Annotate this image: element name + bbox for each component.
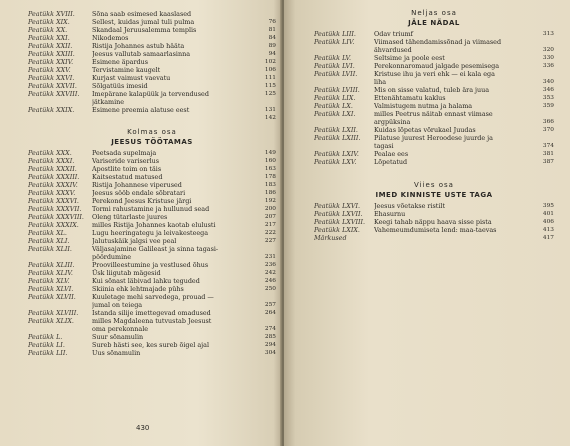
toc-entry	[28, 114, 276, 122]
chapter-title: Pilatuse juurest Heroodese juurde ja	[374, 134, 493, 142]
chapter-page: 346	[542, 87, 554, 93]
toc-entry	[314, 62, 554, 70]
chapter-label: Märkused	[314, 234, 347, 242]
toc-entry	[28, 26, 276, 34]
toc-entry	[28, 333, 276, 341]
toc-entry	[314, 54, 554, 62]
chapter-label: Peatükk LXV.	[314, 158, 357, 166]
toc-entry	[314, 110, 554, 118]
chapter-page: 320	[542, 47, 554, 53]
left-page	[0, 0, 282, 446]
toc-entry	[28, 309, 276, 317]
chapter-title: Variseride variserlus	[92, 157, 160, 165]
chapter-label: Peatükk XXXVII.	[28, 205, 82, 213]
toc-entry	[28, 197, 276, 205]
chapter-label: Peatükk LXII.	[314, 126, 358, 134]
toc-entry	[314, 38, 554, 46]
toc-entry	[28, 165, 276, 173]
chapter-page: 401	[542, 211, 554, 217]
toc-entry	[314, 142, 554, 150]
chapter-label: Peatükk LXVII.	[314, 210, 363, 218]
chapter-label: Peatükk LXVIII.	[314, 218, 366, 226]
toc-entry	[28, 189, 276, 197]
toc-entry	[314, 126, 554, 134]
chapter-page: 111	[264, 75, 276, 81]
chapter-title: Viimased tähendamissõnad ja viimased	[374, 38, 502, 46]
chapter-title: pöördumine	[92, 253, 132, 261]
chapter-page: 76	[268, 19, 276, 25]
toc-entry	[28, 42, 276, 50]
chapter-label: Peatükk XX.	[28, 26, 68, 34]
chapter-page: 236	[264, 262, 276, 268]
section-heading: Kolmas osa	[127, 128, 177, 136]
chapter-page: 186	[264, 190, 276, 196]
chapter-page: 102	[264, 59, 276, 65]
toc-entry	[28, 82, 276, 90]
chapter-page: 231	[264, 254, 276, 260]
toc-entry	[314, 158, 554, 166]
section-title: JÄLE NÄDAL	[408, 19, 460, 27]
chapter-page: 359	[542, 103, 554, 109]
toc-entry	[28, 149, 276, 157]
chapter-page: 313	[542, 31, 554, 37]
toc-entry	[28, 221, 276, 229]
chapter-title: Oleng tütarlaste juures	[92, 213, 168, 221]
chapter-title: oma perekonnale	[92, 325, 149, 333]
spacer	[314, 166, 554, 180]
toc-entry	[314, 134, 554, 142]
toc-entry	[314, 78, 554, 86]
toc-entry	[314, 202, 554, 210]
toc-entry	[28, 213, 276, 221]
chapter-title: Uus sõnamulin	[92, 349, 141, 357]
chapter-title: Väljasajamine Galileast ja sinna tagasi-	[92, 245, 219, 253]
toc-entry	[28, 90, 276, 98]
chapter-label: Peatükk XXX.	[28, 149, 72, 157]
chapter-title: Perekonnaromaud jalgade pesemisega	[374, 62, 500, 70]
chapter-title: Tormi rahustamine ja hullunud sead	[92, 205, 210, 213]
chapter-page: 242	[264, 270, 276, 276]
chapter-page: 294	[264, 342, 276, 348]
chapter-title: Sellest, kuidas jumal tuli pulma	[92, 18, 195, 26]
chapter-page: 250	[264, 286, 276, 292]
chapter-title: jumal on teiega	[92, 301, 143, 309]
chapter-page: 406	[542, 219, 554, 225]
chapter-title: ähvardused	[374, 46, 412, 54]
chapter-title: Ristija Johannese viperused	[92, 181, 182, 189]
chapter-label: Peatükk XLV.	[28, 277, 70, 285]
chapter-title: Peetsada supelmaja	[92, 149, 157, 157]
chapter-label: Peatükk XLVIII.	[28, 309, 79, 317]
page-number: 430	[136, 424, 150, 432]
chapter-title: Nikodemos	[92, 34, 129, 42]
toc-entry	[314, 86, 554, 94]
chapter-label: Peatükk XLIX.	[28, 317, 74, 325]
chapter-page: 200	[264, 206, 276, 212]
chapter-page: 374	[542, 143, 554, 149]
chapter-title: Kuidas lõpetas võrukael Juudas	[374, 126, 476, 134]
chapter-page: 84	[268, 35, 276, 41]
chapter-title: milles Peetrus näitab ennast viimase	[374, 110, 493, 118]
chapter-title: jätkamine	[92, 98, 125, 106]
chapter-page: 149	[264, 150, 276, 156]
chapter-page: 387	[542, 159, 554, 165]
chapter-label: Peatükk XXIV.	[28, 58, 74, 66]
toc-entry	[28, 237, 276, 245]
chapter-title: Vahemeumdumiseta lend: maa-taevas	[374, 226, 497, 234]
toc-entry	[28, 106, 276, 114]
chapter-label: Peatükk XXIII.	[28, 50, 75, 58]
chapter-title: Kui sõnast läbivad lahku teguded	[92, 277, 200, 285]
chapter-label: Peatükk XLII.	[28, 245, 72, 253]
chapter-label: Peatükk LXIX.	[314, 226, 360, 234]
toc-entry	[314, 102, 554, 110]
chapter-title: Sõna saab esimesed kaaslased	[92, 10, 192, 18]
chapter-title: Üsk liigutab mägesid	[92, 269, 161, 277]
chapter-page: 340	[542, 79, 554, 85]
chapter-page: 81	[268, 27, 276, 33]
section-title: IMED KINNISTE USTE TAGA	[375, 191, 493, 199]
chapter-title: Apostlite toim on täis	[92, 165, 162, 173]
toc-entry	[28, 245, 276, 253]
toc-entry	[314, 46, 554, 54]
chapter-page: 366	[542, 119, 554, 125]
spacer	[28, 0, 276, 10]
toc-entry	[28, 229, 276, 237]
spacer	[314, 0, 554, 8]
chapter-title: Skandaal Jeruusalemma templis	[92, 26, 197, 34]
chapter-label: Peatükk L.	[28, 333, 63, 341]
chapter-title: Istanda silije imettegevad omadused	[92, 309, 211, 317]
toc-entry	[28, 34, 276, 42]
toc-entry	[28, 285, 276, 293]
chapter-title: Odav triumf	[374, 30, 413, 38]
left-toc-column	[28, 0, 276, 357]
chapter-page: 257	[264, 302, 276, 308]
chapter-title: Esimene preemia alatuse eest	[92, 106, 190, 114]
chapter-page: 353	[542, 95, 554, 101]
chapter-page: 264	[264, 310, 276, 316]
toc-entry	[314, 118, 554, 126]
chapter-title: milles Ristija Johannes kaotab elulusti	[92, 221, 216, 229]
chapter-label: Peatükk XXV.	[28, 66, 71, 74]
chapter-label: Peatükk LXVI.	[314, 202, 361, 210]
chapter-page: 183	[264, 182, 276, 188]
chapter-title: Jeesus võetakse ristilt	[374, 202, 446, 210]
chapter-title: Proovilleestumine ja vestlused õhus	[92, 261, 209, 269]
chapter-page: 381	[542, 151, 554, 157]
toc-entry	[314, 30, 554, 38]
chapter-label: Peatükk XLIII.	[28, 261, 75, 269]
chapter-label: Peatükk LII.	[28, 349, 68, 357]
chapter-title: Jeesus sööb endale sõbratari	[92, 189, 186, 197]
chapter-label: Peatükk XXII.	[28, 42, 73, 50]
chapter-page: 131	[264, 107, 276, 113]
toc-entry	[28, 301, 276, 309]
chapter-label: Peatükk XXXV.	[28, 189, 76, 197]
chapter-label: Peatükk LVII.	[314, 70, 358, 78]
chapter-label: Peatükk XIX.	[28, 18, 70, 26]
toc-entry	[28, 173, 276, 181]
toc-entry	[28, 325, 276, 333]
chapter-label: Peatükk XLI.	[28, 237, 70, 245]
chapter-title: Perekond Jeesus Kristuse järgi	[92, 197, 192, 205]
chapter-label: Peatükk LVIII.	[314, 86, 360, 94]
toc-entry	[314, 94, 554, 102]
chapter-page: 370	[542, 127, 554, 133]
section-heading: Viies osa	[414, 181, 454, 189]
toc-entry	[28, 293, 276, 301]
chapter-label: Peatükk XVIII.	[28, 10, 75, 18]
chapter-page: 125	[264, 91, 276, 97]
chapter-label: Peatükk LXIV.	[314, 150, 359, 158]
chapter-label: Peatükk LV.	[314, 54, 352, 62]
right-page	[284, 0, 570, 446]
chapter-title: Valmistugem nutma ja halama	[374, 102, 473, 110]
chapter-label: Peatükk XXI.	[28, 34, 70, 42]
toc-entry	[28, 98, 276, 106]
chapter-page: 178	[264, 174, 276, 180]
chapter-page: 89	[268, 43, 276, 49]
chapter-title: Mis on sisse valatud, tuleb ära juua	[374, 86, 490, 94]
chapter-title: Jalutuskäik jalgsi vee peal	[92, 237, 177, 245]
toc-entry	[28, 50, 276, 58]
chapter-page: 330	[542, 55, 554, 61]
chapter-label: Peatükk XXVIII.	[28, 90, 80, 98]
chapter-page: 160	[264, 158, 276, 164]
right-toc-column	[314, 0, 554, 242]
chapter-title: Sõlgatüüs imesid	[92, 82, 148, 90]
chapter-page: 227	[264, 238, 276, 244]
chapter-title: liha	[374, 78, 387, 86]
toc-entry	[28, 181, 276, 189]
chapter-label: Peatükk LXIII.	[314, 134, 361, 142]
toc-entry	[314, 210, 554, 218]
chapter-page: 304	[264, 350, 276, 356]
chapter-title: Sureb hästi see, kes sureb õigel ajal	[92, 341, 210, 349]
toc-entry	[28, 66, 276, 74]
chapter-page: 246	[264, 278, 276, 284]
chapter-page: 115	[264, 83, 276, 89]
chapter-label: Peatükk LI.	[28, 341, 65, 349]
chapter-title: Lõpetatud	[374, 158, 408, 166]
chapter-title: Kurjast vaimust vaevatu	[92, 74, 171, 82]
toc-entry	[28, 157, 276, 165]
toc-entry	[28, 58, 276, 66]
chapter-label: Peatükk XXXII.	[28, 165, 77, 173]
toc-entry	[28, 253, 276, 261]
chapter-label: Peatükk LVI.	[314, 62, 355, 70]
chapter-page: 163	[264, 166, 276, 172]
chapter-label: Peatükk XL.	[28, 229, 67, 237]
chapter-title: Lugu heeringategu ja leivakesteega	[92, 229, 209, 237]
chapter-label: Peatükk LIV.	[314, 38, 355, 46]
chapter-title: Ristija Johannes astub hääta	[92, 42, 185, 50]
chapter-title: Pealae ees	[374, 150, 409, 158]
chapter-title: milles Magdaleena tutvustab Jeesust	[92, 317, 212, 325]
chapter-title: Ehasurnu	[374, 210, 406, 218]
chapter-page: 94	[268, 51, 276, 57]
chapter-label: Peatükk LIII.	[314, 30, 356, 38]
chapter-title: Seltsime ja poole eest	[374, 54, 445, 62]
chapter-title: Ettenähtamatu kaklus	[374, 94, 446, 102]
chapter-label: Peatükk LIX.	[314, 94, 356, 102]
toc-entry	[314, 150, 554, 158]
chapter-title: Suur sõnamulin	[92, 333, 144, 341]
toc-entry	[28, 205, 276, 213]
chapter-title: argpüksina	[374, 118, 411, 126]
toc-entry	[314, 226, 554, 234]
chapter-label: Peatükk XLVI.	[28, 285, 74, 293]
chapter-label: Peatükk XXIX.	[28, 106, 75, 114]
chapter-label: Peatükk XXXIX.	[28, 221, 79, 229]
toc-entry	[28, 261, 276, 269]
toc-entry	[314, 234, 554, 242]
toc-entry	[28, 341, 276, 349]
chapter-page: 413	[542, 227, 554, 233]
chapter-title: Tervistamine kaugelt	[92, 66, 161, 74]
chapter-page: 106	[264, 67, 276, 73]
chapter-title: Jeesus vallutab samaarlasinna	[92, 50, 191, 58]
chapter-label: Peatükk XXXI.	[28, 157, 75, 165]
chapter-page: 274	[264, 326, 276, 332]
chapter-label: Peatükk XXVI.	[28, 74, 75, 82]
section-heading: Neljas osa	[411, 9, 457, 17]
chapter-title: Esimene äpardus	[92, 58, 149, 66]
chapter-page: 192	[264, 198, 276, 204]
toc-entry	[28, 349, 276, 357]
chapter-label: Peatükk XLVII.	[28, 293, 76, 301]
chapter-page: 142	[264, 115, 276, 121]
chapter-label: Peatükk LX.	[314, 102, 353, 110]
toc-entry	[314, 70, 554, 78]
chapter-page: 217	[264, 222, 276, 228]
toc-entry	[28, 18, 276, 26]
toc-entry	[28, 317, 276, 325]
chapter-page: 285	[264, 334, 276, 340]
chapter-label: Peatükk XXXVI.	[28, 197, 79, 205]
chapter-title: tagasi	[374, 142, 394, 150]
toc-entry	[28, 74, 276, 82]
chapter-title: Imepärane kalapüük ja tervendused	[92, 90, 209, 98]
chapter-label: Peatükk XLIV.	[28, 269, 73, 277]
section-title: JEESUS TÖÖTAMAS	[111, 138, 193, 146]
chapter-label: Peatükk XXXVIII.	[28, 213, 84, 221]
chapter-label: Peatükk XXXIII.	[28, 173, 80, 181]
chapter-label: Peatükk LXI.	[314, 110, 356, 118]
chapter-title: Kaitsestatud matused	[92, 173, 163, 181]
chapter-page: 222	[264, 230, 276, 236]
chapter-page: 336	[542, 63, 554, 69]
chapter-page: 207	[264, 214, 276, 220]
chapter-title: Keegi tahab näppu haava sisse pista	[374, 218, 492, 226]
toc-entry	[28, 277, 276, 285]
chapter-page: 417	[542, 235, 554, 241]
chapter-label: Peatükk XXXIV.	[28, 181, 78, 189]
toc-entry	[28, 269, 276, 277]
chapter-title: Kristuse ihu ja veri ehk — ei kala ega	[374, 70, 495, 78]
chapter-label: Peatükk XXVII.	[28, 82, 77, 90]
chapter-title: Kuuletage mehi sarvedega, prouad —	[92, 293, 214, 301]
chapter-page: 395	[542, 203, 554, 209]
toc-entry	[314, 218, 554, 226]
toc-entry	[28, 10, 276, 18]
chapter-title: Skiinia ehk lehtmajade pühs	[92, 285, 184, 293]
